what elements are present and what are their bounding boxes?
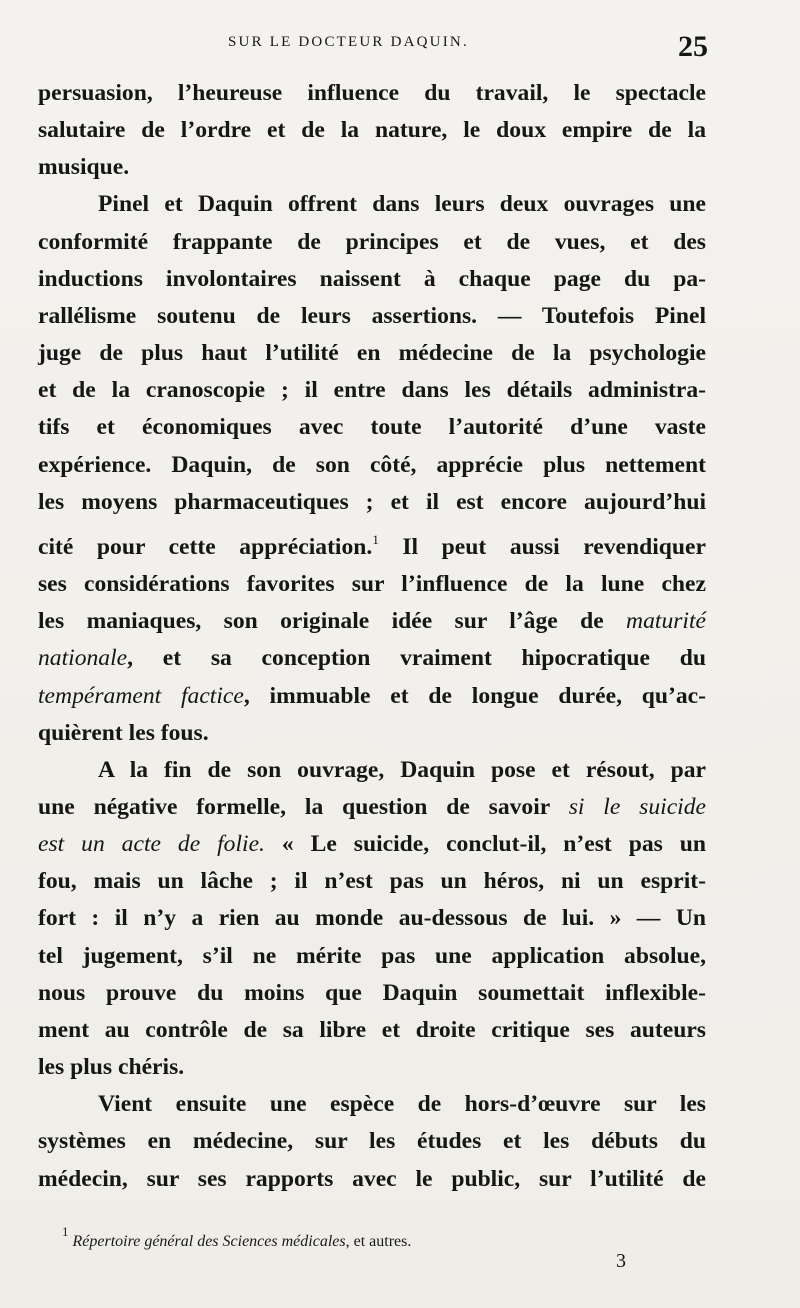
text-line: systèmes en médecine, sur les études et les débuts du	[38, 1128, 706, 1155]
text-line: quièrent les fous.	[38, 719, 209, 746]
text-line: nous prouve du moins que Daquin soumettait inflexible-	[38, 979, 706, 1006]
text-line: et de la cranoscopie ; il entre dans les détails administra-	[38, 377, 706, 404]
text-line: tifs et économiques avec toute l’autorité d’une vaste	[38, 414, 706, 441]
text-line: une négative formelle, la question de savoir si le suicide	[38, 793, 707, 820]
text-line: les maniaques, son originale idée sur l’âge de maturité	[38, 608, 706, 635]
text-line: tempérament factice, immuable et de longue durée, qu’ac-	[38, 682, 707, 709]
footnote-title: Répertoire général des Sciences médicales	[72, 1233, 346, 1250]
text-line: inductions involontaires naissent à chaque page du pa-	[38, 265, 706, 292]
text-line: ment au contrôle de sa libre et droite critique ses auteurs	[38, 1016, 706, 1043]
page-number: 25	[678, 30, 708, 63]
paragraph-4	[38, 1086, 706, 1197]
text-line: musique.	[38, 154, 130, 181]
paragraph-1	[38, 75, 706, 186]
paragraph-3	[38, 752, 706, 1086]
signature-mark: 3	[616, 1250, 626, 1272]
footnote	[62, 1224, 411, 1251]
footnote-tail: , et autres.	[345, 1233, 412, 1250]
text-line: les moyens pharmaceutiques ; et il est encore aujourd’hui	[38, 488, 706, 515]
text-line: cité pour cette appréciation.$^1$ Il peut aussi revendiquer	[38, 531, 706, 560]
footnote-marker: 1	[372, 531, 379, 547]
text-line: A la fin de son ouvrage, Daquin pose et résout, par	[98, 756, 706, 783]
text-line: juge de plus haut l’utilité en médecine de la psychologie	[38, 340, 706, 367]
text-line: fort : il n’y a rien au monde au-dessous de lui. » — Un	[38, 905, 706, 932]
text-line: Pinel et Daquin offrent dans leurs deux ouvrages une	[98, 191, 706, 218]
text-line: rallélisme soutenu de leurs assertions. — Toutefois Pinel	[38, 302, 706, 329]
footnote-number: 1	[62, 1224, 69, 1239]
text-line: fou, mais un lâche ; il n’est pas un héros, ni un esprit-	[38, 868, 706, 895]
text-line: persuasion, l’heureuse influence du travail, le spectacle	[38, 80, 706, 106]
text-line: tel jugement, s’il ne mérite pas une application absolue,	[38, 942, 706, 969]
text-line: expérience. Daquin, de son côté, apprécie plus nettement	[38, 451, 706, 478]
paragraph-2	[38, 186, 706, 751]
text-line: conformité frappante de principes et de vues, et des	[38, 228, 706, 255]
body-text	[38, 75, 706, 1198]
text-line: les plus chéris.	[38, 1054, 185, 1081]
running-title: SUR LE DOCTEUR DAQUIN.	[228, 34, 469, 50]
text-line: salutaire de l’ordre et de la nature, le doux empire de la	[38, 117, 706, 144]
text-line: ses considérations favorites sur l’influence de la lune chez	[38, 571, 706, 598]
text-line: Vient ensuite une espèce de hors-d’œuvre sur les	[98, 1091, 706, 1118]
text-line: médecin, sur ses rapports avec le public, sur l’utilité de	[38, 1165, 706, 1192]
text-line: est un acte de folie. « Le suicide, conclut-il, n’est pas un	[38, 831, 706, 858]
text-line: nationale, et sa conception vraiment hipocratique du	[38, 645, 706, 672]
